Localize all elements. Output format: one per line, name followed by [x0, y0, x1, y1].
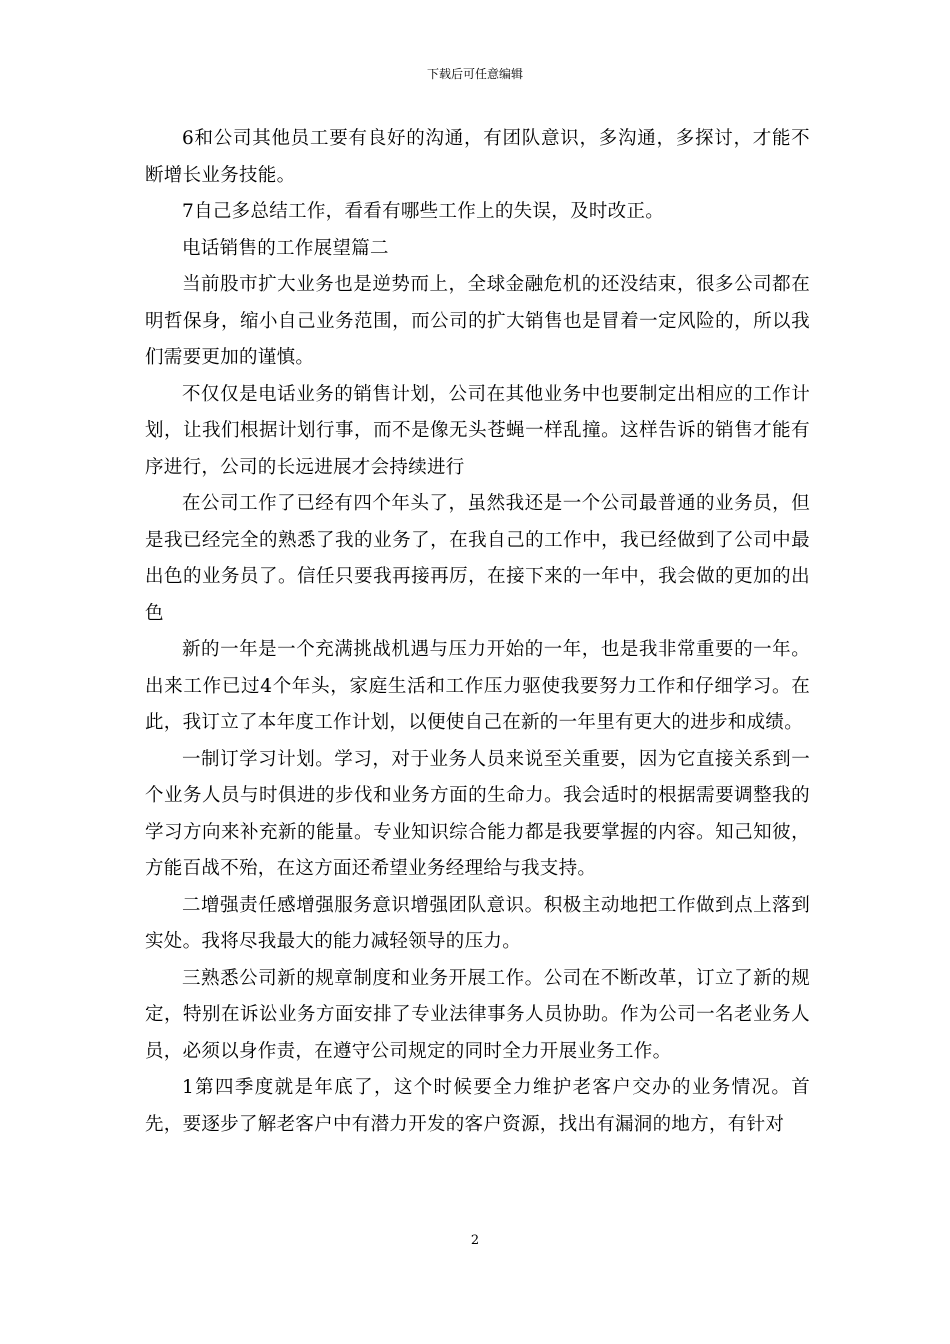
- paragraph: 7自己多总结工作，看看有哪些工作上的失误，及时改正。: [182, 201, 665, 222]
- paragraph: 新的一年是一个充满挑战机遇与压力开始的一年，也是我非常重要的一年。出来工作已过4个年头，家庭生活和工作压力驱使我要努力工作和仔细学习。在此，我订立了本年度工作计划，以便使自己在新的一年里有更大的进步和成绩。: [145, 639, 810, 733]
- paragraph: 1第四季度就是年底了，这个时候要全力维护老客户交办的业务情况。首先，要逐步了解老客户中有潜力开发的客户资源，找出有漏洞的地方，有针对: [145, 1077, 810, 1135]
- page-header: 下载后可任意编辑: [426, 67, 523, 81]
- paragraph: 二增强责任感增强服务意识增强团队意识。积极主动地把工作做到点上落到实处。我将尽我最大的能力减轻领导的压力。: [145, 894, 810, 952]
- paragraph: 6和公司其他员工要有良好的沟通，有团队意识，多沟通，多探讨，才能不断增长业务技能。: [145, 128, 810, 186]
- paragraph: 三熟悉公司新的规章制度和业务开展工作。公司在不断改革，订立了新的规定，特别在诉讼业务方面安排了专业法律事务人员协助。作为公司一名老业务人员，必须以身作责，在遵守公司规定的同时全力开展业务工作。: [145, 967, 810, 1062]
- paragraph: 不仅仅是电话业务的销售计划，公司在其他业务中也要制定出相应的工作计划，让我们根据计划行事，而不是像无头苍蝇一样乱撞。这样告诉的销售才能有序进行，公司的长远进展才会持续进行: [145, 383, 810, 478]
- paragraph: 当前股市扩大业务也是逆势而上，全球金融危机的还没结束，很多公司都在明哲保身，缩小自己业务范围，而公司的扩大销售也是冒着一定风险的，所以我们需要更加的谨慎。: [145, 274, 810, 368]
- document-body: [145, 121, 810, 1143]
- paragraph: 在公司工作了已经有四个年头了，虽然我还是一个公司最普通的业务员，但是我已经完全的熟悉了我的业务了，在我自己的工作中，我已经做到了公司中最出色的业务员了。信任只要我再接再厉，在接下来的一年中，我会做的更加的出色: [145, 493, 810, 624]
- paragraph: 一制订学习计划。学习，对于业务人员来说至关重要，因为它直接关系到一个业务人员与时俱进的步伐和业务方面的生命力。我会适时的根据需要调整我的学习方向来补充新的能量。专业知识综合能力都是我要掌握的内容。知己知彼，方能百战不殆，在这方面还希望业务经理给与我支持。: [145, 748, 810, 879]
- section-heading: 电话销售的工作展望篇二: [182, 237, 389, 259]
- page-number: 2: [470, 1233, 480, 1248]
